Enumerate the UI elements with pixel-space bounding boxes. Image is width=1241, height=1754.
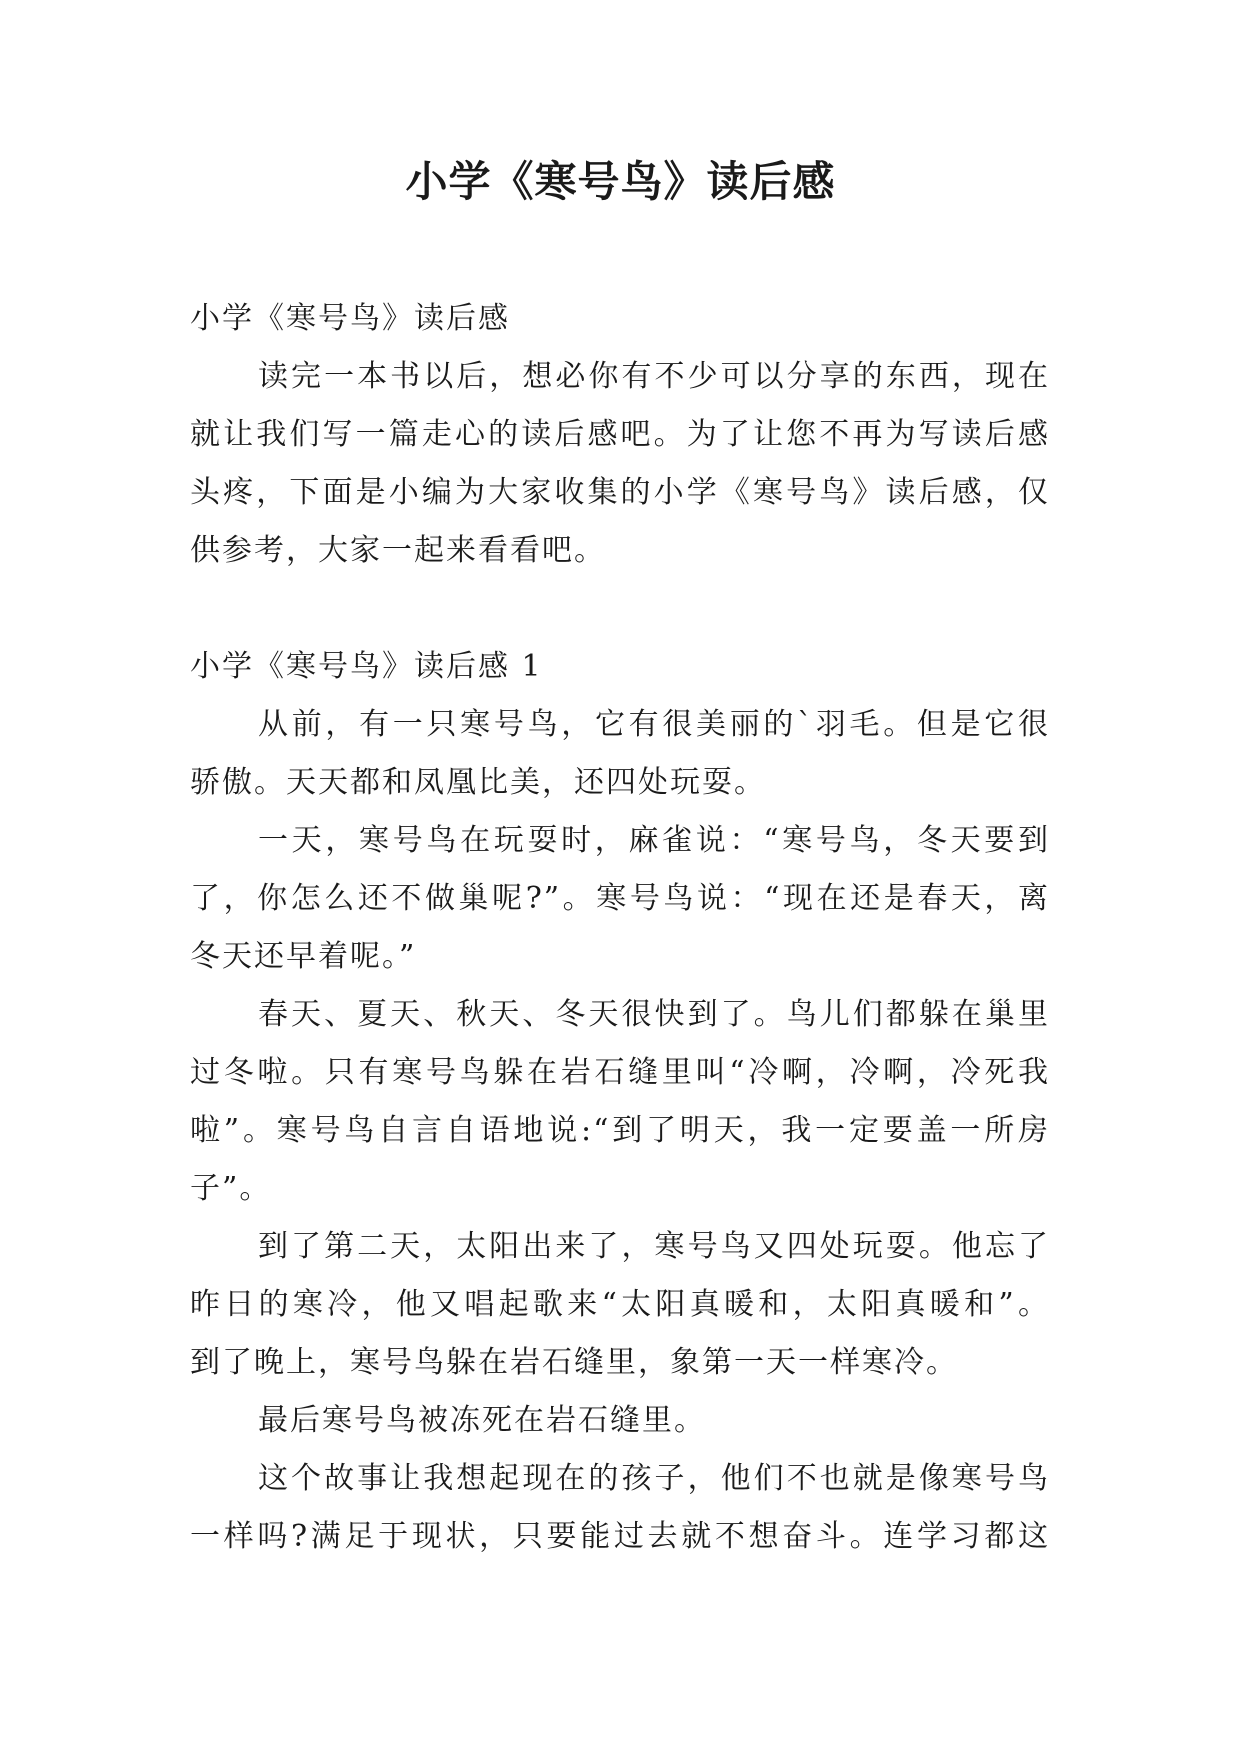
intro-line: 头疼，下面是小编为大家收集的小学《寒号鸟》读后感，仅 [190,475,1050,510]
intro-line: 供参考，大家一起来看看吧。 [190,533,606,568]
paragraph-line: 到了晚上，寒号鸟躲在岩石缝里，象第一天一样寒冷。 [190,1345,958,1380]
paragraph-line: 春天、夏天、秋天、冬天很快到了。鸟儿们都躲在巢里 [258,997,1050,1032]
paragraph-line: 了，你怎么还不做巢呢?”。寒号鸟说：“现在还是春天，离 [190,881,1050,916]
paragraph-line: 子”。 [190,1171,272,1206]
paragraph-line: 冬天还早着呢。” [190,939,417,974]
paragraph-line: 这个故事让我想起现在的孩子，他们不也就是像寒号鸟 [258,1461,1050,1496]
section-spacer [190,580,1050,638]
paragraph-line: 昨日的寒冷，他又唱起歌来“太阳真暖和，太阳真暖和”。 [190,1287,1050,1322]
paragraph-line: 从前，有一只寒号鸟，它有很美丽的`羽毛。但是它很 [258,707,1050,742]
paragraph-line: 骄傲。天天都和凤凰比美，还四处玩耍。 [190,765,766,800]
page-title: 小学《寒号鸟》读后感 [405,157,836,206]
intro-line: 就让我们写一篇走心的读后感吧。为了让您不再为写读后感 [190,417,1050,452]
paragraph-line: 到了第二天，太阳出来了，寒号鸟又四处玩耍。他忘了 [258,1229,1050,1264]
paragraph-line: 一样吗?满足于现状，只要能过去就不想奋斗。连学习都这 [190,1519,1050,1554]
paragraph-line: 过冬啦。只有寒号鸟躲在岩石缝里叫“冷啊，冷啊，冷死我 [190,1055,1050,1090]
paragraph-line: 啦”。寒号鸟自言自语地说:“到了明天，我一定要盖一所房 [190,1113,1050,1148]
paragraph-line: 一天，寒号鸟在玩耍时，麻雀说：“寒号鸟，冬天要到 [258,823,1050,858]
paragraph-line: 最后寒号鸟被冻死在岩石缝里。 [258,1403,706,1438]
intro-heading: 小学《寒号鸟》读后感 [190,301,510,336]
intro-line: 读完一本书以后，想必你有不少可以分享的东西，现在 [258,359,1050,394]
document-body [190,290,1050,1566]
section-heading: 小学《寒号鸟》读后感 1 [190,649,543,684]
